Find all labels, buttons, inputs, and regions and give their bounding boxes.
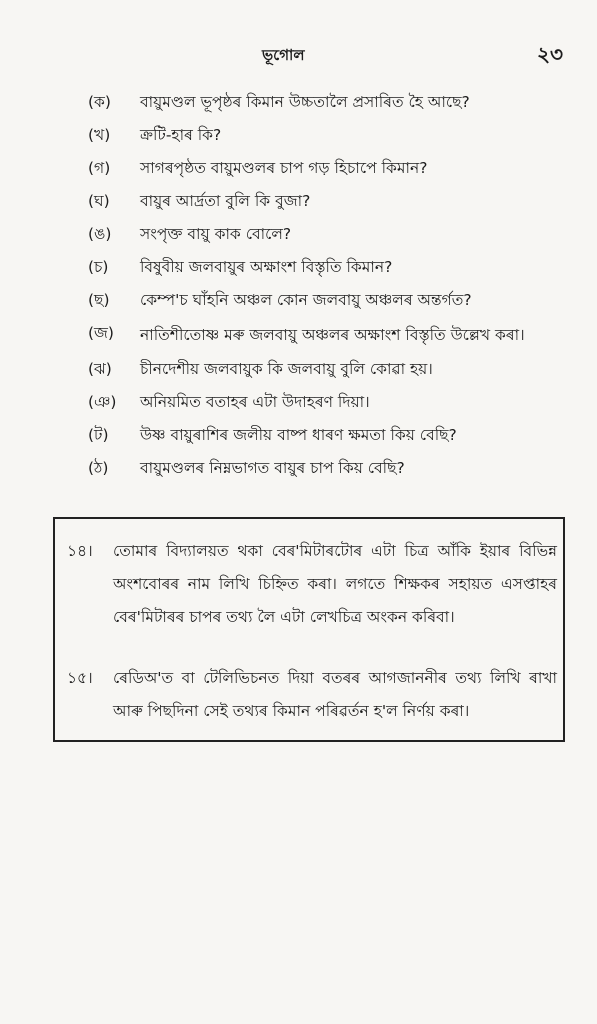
- question-item: [88, 185, 578, 218]
- question-item: [88, 284, 578, 317]
- question-text: বিষুবীয় জলবায়ুৰ অক্ষাংশ বিস্তৃতি কিমান?: [140, 258, 393, 276]
- running-head: [0, 40, 597, 70]
- activity-item: [67, 662, 557, 728]
- question-label: (খ): [88, 126, 111, 144]
- question-item: [88, 251, 578, 284]
- question-item: [88, 119, 578, 152]
- question-label: (ঘ): [88, 192, 110, 210]
- question-item: [88, 452, 578, 485]
- question-text: বায়ুমণ্ডল ভূপৃষ্ঠৰ কিমান উচ্চতালৈ প্ৰসাৰিত হৈ আছে?: [140, 93, 470, 111]
- question-text: সাগৰপৃষ্ঠত বায়ুমণ্ডলৰ চাপ গড় হিচাপে কিমান?: [140, 159, 428, 177]
- question-item: [88, 86, 578, 119]
- question-label: (জ): [88, 324, 114, 342]
- question-label: (ট): [88, 426, 109, 444]
- page-number: ২৩: [537, 42, 564, 66]
- running-head-title: ভূগোল: [262, 46, 305, 64]
- question-label: (ঠ): [88, 459, 109, 477]
- question-text: অনিয়মিত বতাহৰ এটা উদাহৰণ দিয়া।: [140, 393, 370, 411]
- activity-text: ৰেডিঅ'ত বা টেলিভিচনত দিয়া বতৰৰ আগজাননীৰ তথ্য লিখি ৰাখা আৰু পিছদিনা সেই তথ্যৰ কিমান পৰিৱৰ্তন হ'ল নিৰ্ণয় কৰা।: [113, 669, 557, 720]
- activity-item: [67, 535, 557, 634]
- activity-box: [53, 517, 565, 742]
- question-text: বায়ুৰ আৰ্দ্ৰতা বুলি কি বুজা?: [140, 192, 311, 210]
- question-text: উষ্ণ বায়ুৰাশিৰ জলীয় বাষ্প ধাৰণ ক্ষমতা কিয় বেছি?: [140, 426, 457, 444]
- question-label: (ছ): [88, 291, 110, 309]
- question-list: [88, 86, 578, 485]
- question-item: [88, 353, 578, 386]
- question-item: [88, 152, 578, 185]
- question-label: (চ): [88, 258, 109, 276]
- question-text: চীনদেশীয় জলবায়ুক কি জলবায়ু বুলি কোৱা হয়।: [140, 360, 433, 378]
- question-label: (ঝ): [88, 360, 112, 378]
- question-text: সংপৃক্ত বায়ু কাক বোলে?: [140, 225, 292, 243]
- question-item: [88, 419, 578, 452]
- question-item: [88, 218, 578, 251]
- activity-text: তোমাৰ বিদ্যালয়ত থকা বেৰ'মিটাৰটোৰ এটা চিত্ৰ আঁকি ইয়াৰ বিভিন্ন অংশবোৰৰ নাম লিখি চিহ্নিত কৰা। লগতে শিক্ষকৰ সহায়ত এসপ্তাহৰ বেৰ'মিটাৰৰ চাপৰ তথ্য লৈ এটা লেখচিত্ৰ অংকন কৰিবা।: [113, 542, 557, 626]
- activity-number: ১৪।: [67, 542, 93, 560]
- question-text: কেম্প'চ ঘাঁহনি অঞ্চল কোন জলবায়ু অঞ্চলৰ অন্তৰ্গত?: [140, 291, 472, 309]
- question-label: (গ): [88, 159, 111, 177]
- question-text: নাতিশীতোষ্ণ মৰু জলবায়ু অঞ্চলৰ অক্ষাংশ বিস্তৃতি উল্লেখ কৰা।: [140, 326, 525, 344]
- question-text: বায়ুমণ্ডলৰ নিম্নভাগত বায়ুৰ চাপ কিয় বেছি?: [140, 459, 405, 477]
- question-item: [88, 317, 578, 353]
- question-label: (ঞ): [88, 393, 117, 411]
- question-label: (ঙ): [88, 225, 112, 243]
- question-item: [88, 386, 578, 419]
- question-text: ক্ৰটি-হাৰ কি?: [140, 126, 222, 144]
- question-label: (ক): [88, 93, 111, 111]
- activity-number: ১৫।: [67, 669, 93, 687]
